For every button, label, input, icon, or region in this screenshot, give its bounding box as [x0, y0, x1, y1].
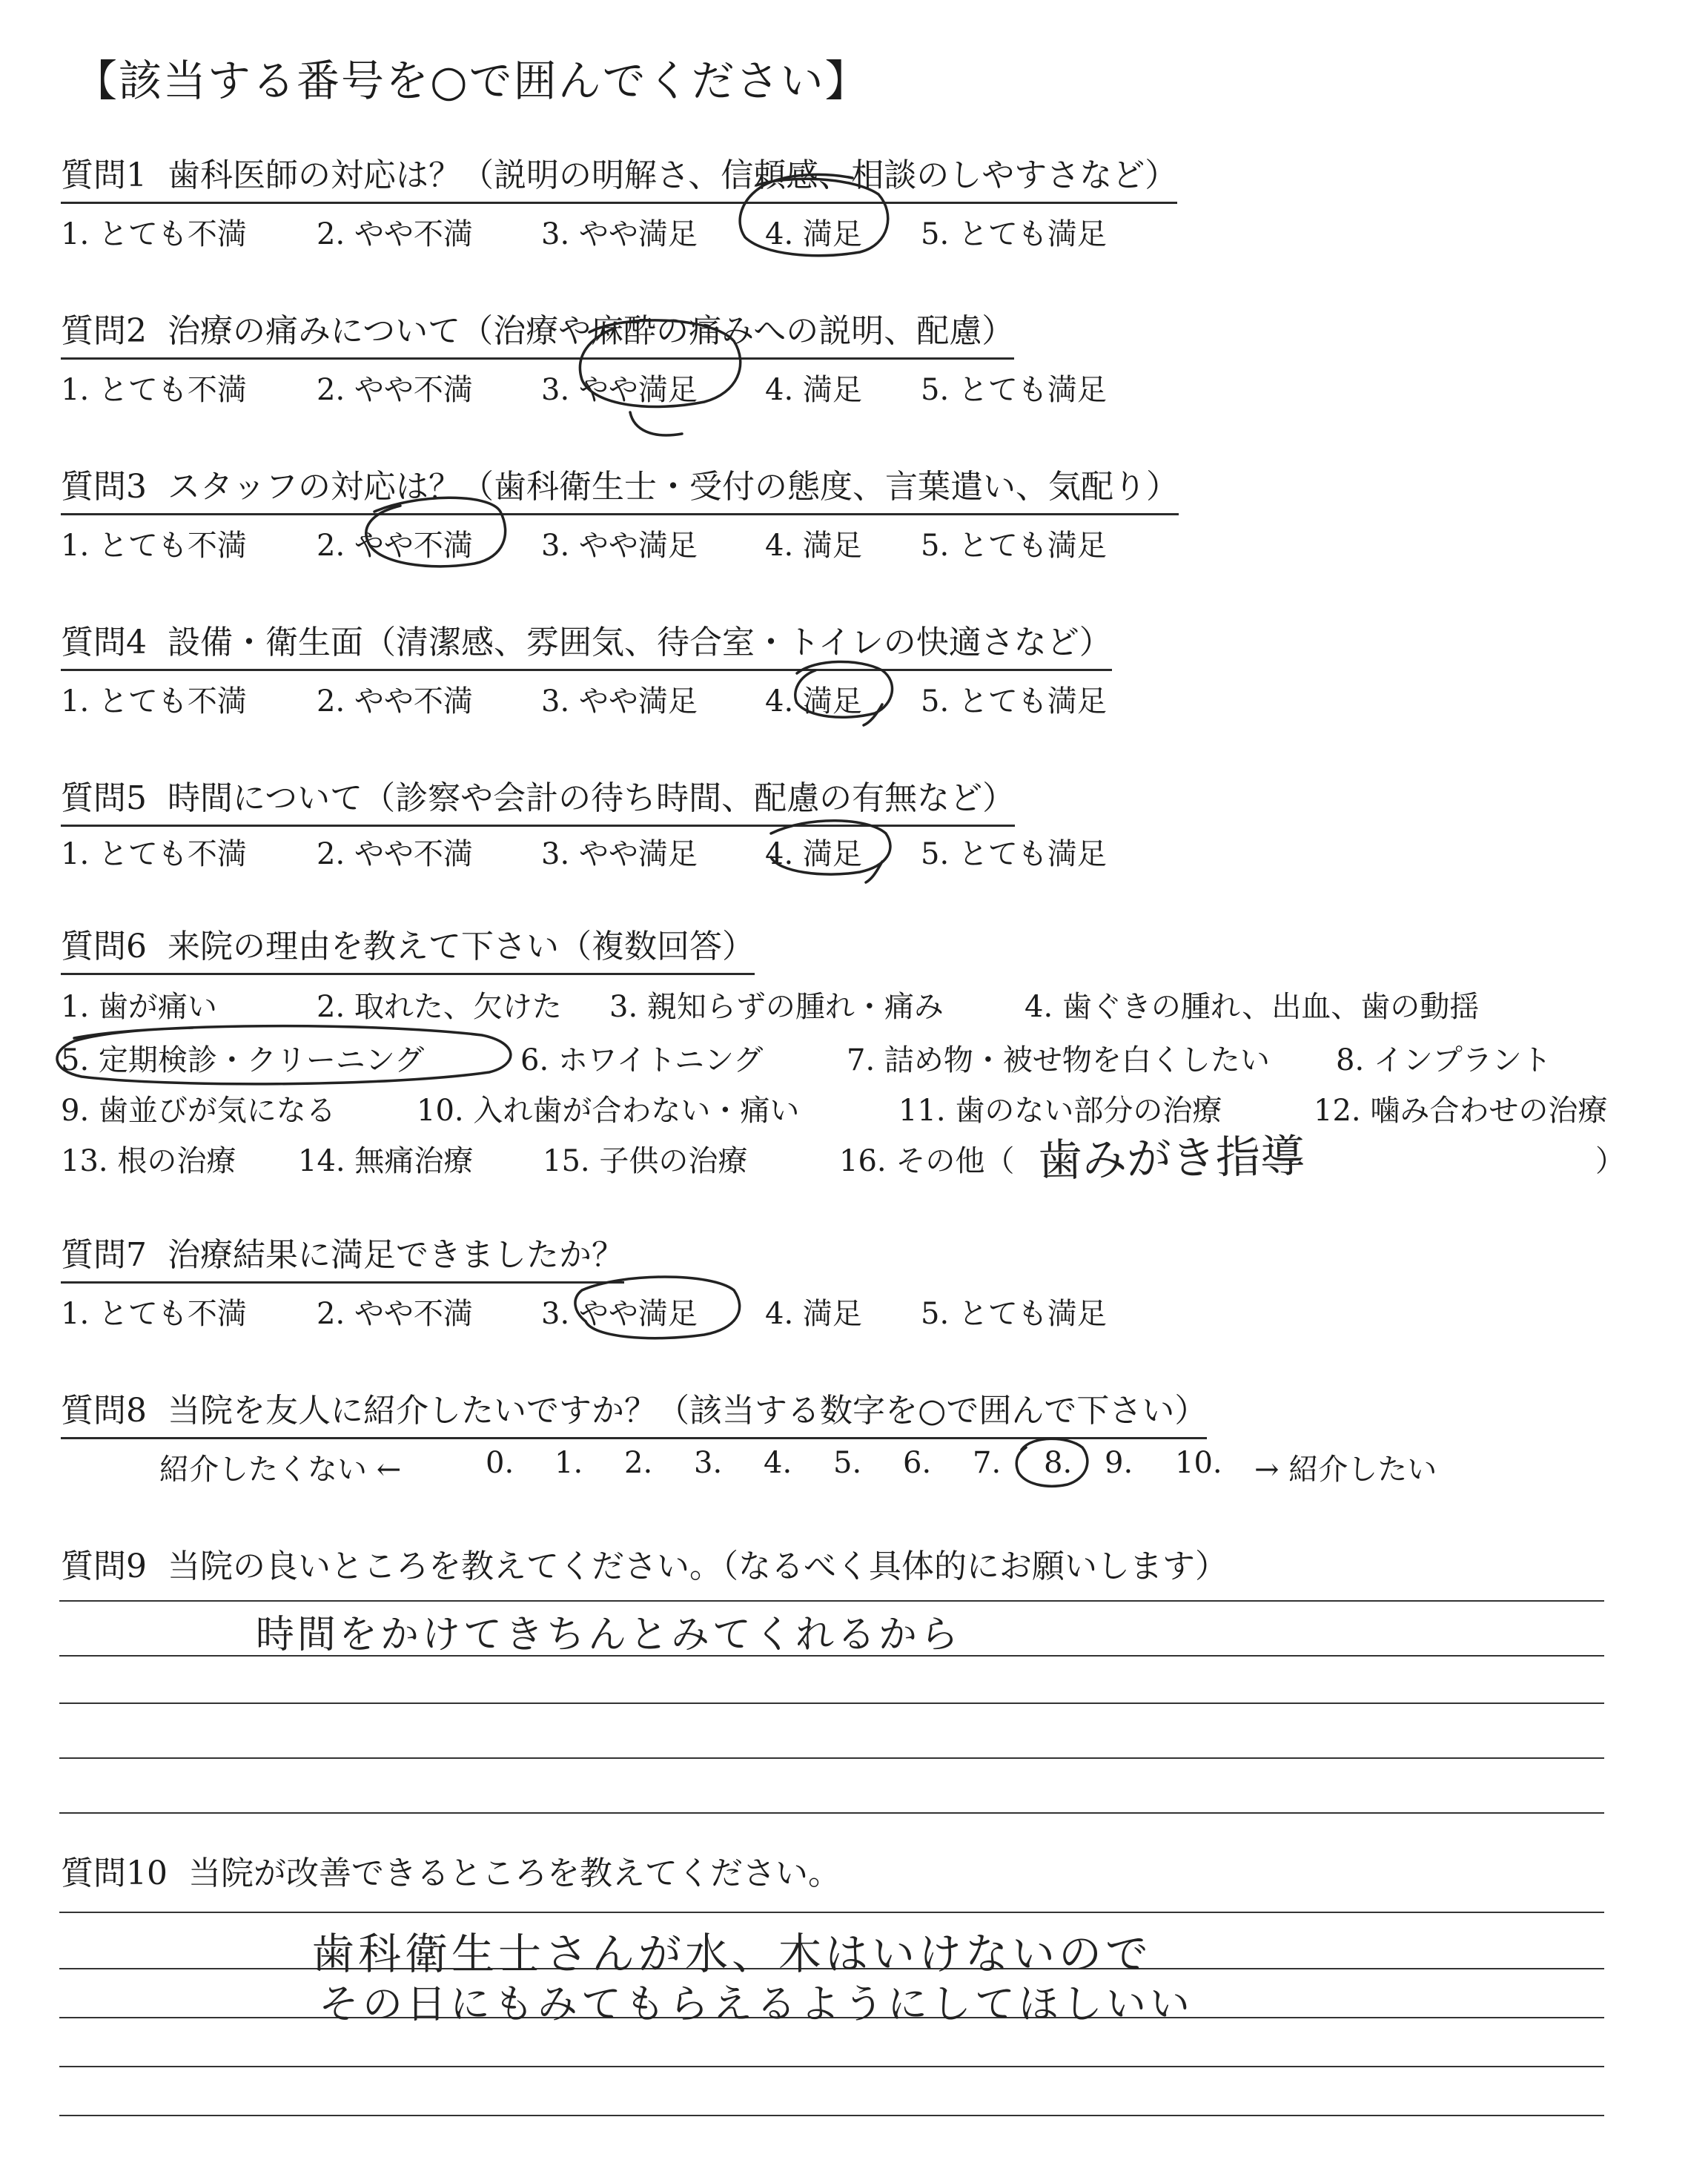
q7-text: 治療結果に満足できましたか？: [167, 1236, 624, 1274]
q3-label: 質問3: [61, 468, 147, 506]
q6-text: 来院の理由を教えて下さい（複数回答）: [167, 928, 755, 965]
q1-heading: [61, 148, 1177, 204]
q8-number-9[interactable]: 9.: [1105, 1446, 1133, 1480]
q6-option-11[interactable]: 11. 歯のない部分の治療: [898, 1094, 1222, 1128]
q1-option-4[interactable]: 4. 満足: [765, 217, 862, 251]
q7-option-3[interactable]: 3. やや満足: [541, 1297, 698, 1331]
q10-answer-handwritten-line-1[interactable]: 歯科衛生士さんが水、木はいけないので: [311, 1929, 1153, 1979]
q6-option-3[interactable]: 3. 親知らずの腫れ・痛み: [609, 990, 944, 1024]
q3-option-2[interactable]: 2. やや不満: [317, 529, 473, 563]
q8-number-1[interactable]: 1.: [555, 1446, 583, 1480]
q2-option-4[interactable]: 4. 満足: [765, 373, 862, 407]
q1-text: 歯科医師の対応は？（説明の明解さ、信頼感、相談のしやすさなど）: [167, 156, 1178, 194]
q8-number-2[interactable]: 2.: [624, 1446, 653, 1480]
q7-option-4[interactable]: 4. 満足: [765, 1297, 862, 1331]
q8-number-scale: [0, 1446, 1708, 1490]
q5-option-5[interactable]: 5. とても満足: [921, 837, 1107, 871]
q8-number-3[interactable]: 3.: [694, 1446, 723, 1480]
q6-option-7[interactable]: 7. 詰め物・被せ物を白くしたい: [847, 1043, 1270, 1077]
q5-label: 質問5: [61, 779, 147, 817]
q8-label: 質問8: [61, 1392, 147, 1430]
q1-option-3[interactable]: 3. やや満足: [541, 217, 698, 251]
q6-option-14[interactable]: 14. 無痛治療: [298, 1144, 474, 1178]
q7-label: 質問7: [61, 1236, 147, 1274]
q7-option-1[interactable]: 1. とても不満: [61, 1297, 247, 1331]
q6-option-8[interactable]: 8. インプラント: [1336, 1043, 1552, 1077]
q9-line-3: [59, 1702, 1604, 1704]
page-title: 【該当する番号を○で囲んでください】: [74, 56, 870, 106]
q10-answer-handwritten-line-2[interactable]: その日にもみてもらえるようにしてほしいい: [319, 1981, 1194, 2027]
q6-option-9[interactable]: 9. 歯並びが気になる: [61, 1094, 336, 1128]
q10-heading: [61, 1846, 841, 1894]
q9-text: 当院の良いところを教えてください。（なるべく具体的にお願いします）: [167, 1548, 1228, 1585]
q4-label: 質問4: [61, 624, 147, 661]
q7-option-2[interactable]: 2. やや不満: [317, 1297, 473, 1331]
q6-option-6[interactable]: 6. ホワイトニング: [520, 1043, 764, 1077]
q8-number-5[interactable]: 5.: [833, 1446, 862, 1480]
q6-heading: [61, 919, 755, 975]
q9-line-4: [59, 1757, 1604, 1759]
q5-option-3[interactable]: 3. やや満足: [541, 837, 698, 871]
q2-option-5[interactable]: 5. とても満足: [921, 373, 1107, 407]
q8-number-0[interactable]: 0.: [486, 1446, 514, 1480]
q8-left-label: 紹介したくない ←: [159, 1453, 402, 1487]
q10-text: 当院が改善できるところを教えてください。: [188, 1855, 841, 1892]
q9-answer-handwritten[interactable]: 時間をかけてきちんとみてくれるから: [256, 1613, 962, 1657]
q1-option-1[interactable]: 1. とても不満: [61, 217, 247, 251]
q4-text: 設備・衛生面（清潔感、雰囲気、待合室・トイレの快適さなど）: [167, 624, 1112, 661]
q2-text: 治療の痛みについて（治療や麻酔の痛みへの説明、配慮）: [167, 312, 1015, 350]
q6-option-15[interactable]: 15. 子供の治療: [543, 1144, 748, 1178]
q10-label: 質問10: [61, 1855, 168, 1892]
q8-number-8[interactable]: 8.: [1044, 1446, 1073, 1480]
q6-option-1[interactable]: 1. 歯が痛い: [61, 990, 217, 1024]
q4-option-3[interactable]: 3. やや満足: [541, 684, 698, 719]
q7-option-5[interactable]: 5. とても満足: [921, 1297, 1107, 1331]
q2-option-1[interactable]: 1. とても不満: [61, 373, 247, 407]
q4-option-4[interactable]: 4. 満足: [765, 684, 862, 719]
q10-line-1: [59, 1912, 1604, 1913]
q8-number-7[interactable]: 7.: [973, 1446, 1002, 1480]
q1-option-5[interactable]: 5. とても満足: [921, 217, 1107, 251]
q10-line-5: [59, 2115, 1604, 2116]
q9-heading: [61, 1539, 1228, 1587]
q5-text: 時間について（診察や会計の待ち時間、配慮の有無など）: [167, 779, 1016, 817]
q9-line-1: [59, 1600, 1604, 1602]
q6-option-10[interactable]: 10. 入れ歯が合わない・痛い: [417, 1094, 800, 1128]
q8-right-label: → 紹介したい: [1254, 1453, 1437, 1487]
q3-option-1[interactable]: 1. とても不満: [61, 529, 247, 563]
q6-option-2[interactable]: 2. 取れた、欠けた: [317, 990, 562, 1024]
q4-heading: [61, 615, 1112, 671]
q5-heading: [61, 771, 1015, 827]
q8-text: 当院を友人に紹介したいですか？（該当する数字を○で囲んで下さい）: [167, 1392, 1208, 1430]
q2-heading: [61, 304, 1014, 360]
q4-option-2[interactable]: 2. やや不満: [317, 684, 473, 719]
q4-option-5[interactable]: 5. とても満足: [921, 684, 1107, 719]
q7-heading: [61, 1228, 624, 1284]
q5-option-4[interactable]: 4. 満足: [765, 837, 862, 871]
q9-line-5: [59, 1812, 1604, 1814]
q9-label: 質問9: [61, 1548, 147, 1585]
q1-label: 質問1: [61, 156, 147, 194]
q5-option-2[interactable]: 2. やや不満: [317, 837, 473, 871]
q8-number-10[interactable]: 10.: [1175, 1446, 1222, 1480]
q6-option-5[interactable]: 5. 定期検診・クリーニング: [61, 1043, 425, 1077]
q3-option-5[interactable]: 5. とても満足: [921, 529, 1107, 563]
q1-option-2[interactable]: 2. やや不満: [317, 217, 473, 251]
q6-other-handwritten[interactable]: 歯みがき指導: [1037, 1130, 1305, 1187]
q2-option-2[interactable]: 2. やや不満: [317, 373, 473, 407]
q6-option-4[interactable]: 4. 歯ぐきの腫れ、出血、歯の動揺: [1025, 990, 1480, 1024]
q3-text: スタッフの対応は？（歯科衛生士・受付の態度、言葉遣い、気配り）: [167, 468, 1179, 506]
q8-number-6[interactable]: 6.: [903, 1446, 932, 1480]
q4-option-1[interactable]: 1. とても不満: [61, 684, 247, 719]
q8-number-4[interactable]: 4.: [764, 1446, 792, 1480]
q3-heading: [61, 460, 1179, 515]
q6-label: 質問6: [61, 928, 147, 965]
q6-option-16[interactable]: 16. その他（: [839, 1144, 1015, 1178]
q6-option-12[interactable]: 12. 噛み合わせの治療: [1314, 1094, 1608, 1128]
q3-option-4[interactable]: 4. 満足: [765, 529, 862, 563]
q5-option-1[interactable]: 1. とても不満: [61, 837, 247, 871]
q10-line-4: [59, 2066, 1604, 2067]
q6-other-close: ）: [1595, 1144, 1625, 1178]
q3-option-3[interactable]: 3. やや満足: [541, 529, 698, 563]
q2-label: 質問2: [61, 312, 147, 350]
q2-option-3[interactable]: 3. やや満足: [541, 373, 698, 407]
q6-option-13[interactable]: 13. 根の治療: [61, 1144, 236, 1178]
q8-heading: [61, 1384, 1207, 1439]
